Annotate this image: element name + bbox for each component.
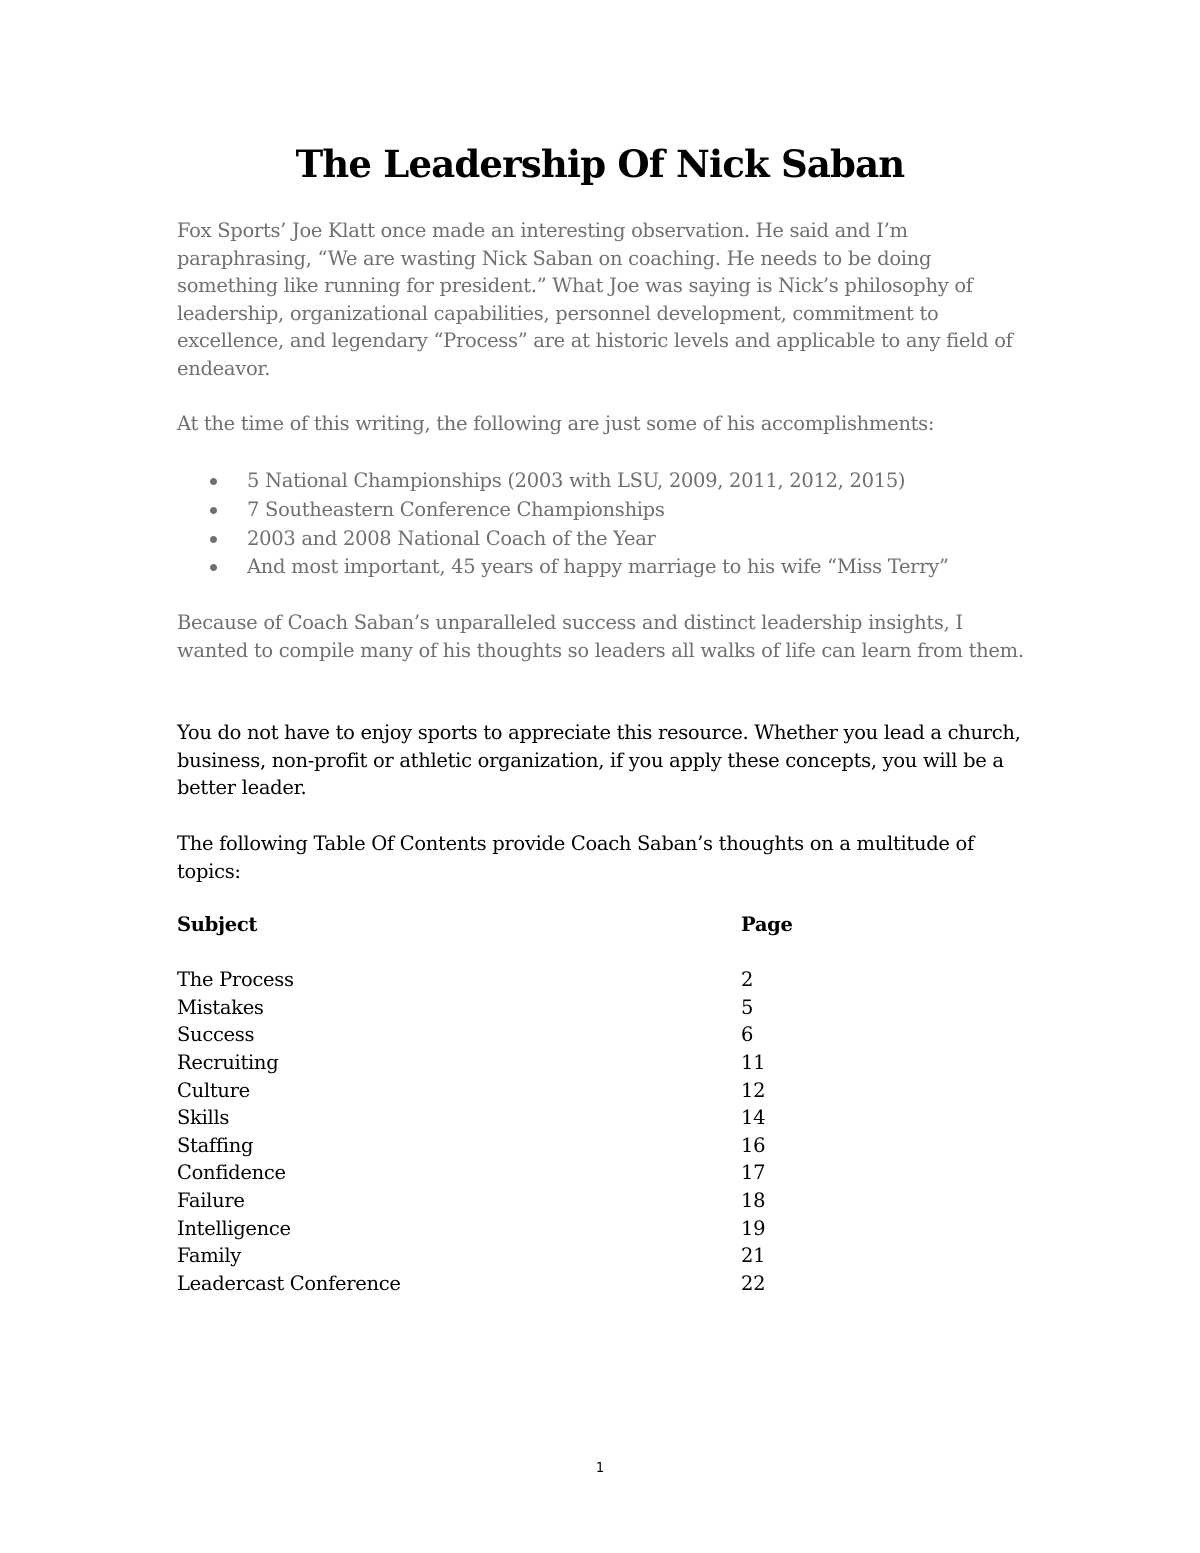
toc-subject: Skills <box>177 1106 230 1130</box>
purpose-paragraph: Because of Coach Saban’s unparalleled success and distinct leadership insights, I wanted to compile many of his thoughts so leaders all walks of life can learn from them. <box>177 611 1024 662</box>
toc-subject: Staffing <box>177 1133 254 1157</box>
table-row <box>177 994 877 1022</box>
toc-page-number: 18 <box>741 1188 766 1212</box>
table-row <box>177 1187 877 1215</box>
toc-page-number: 22 <box>741 1271 766 1295</box>
toc-subject: Intelligence <box>177 1216 291 1240</box>
toc-page-number: 5 <box>741 995 754 1019</box>
bullet-icon <box>210 507 217 514</box>
list-item <box>177 496 1027 525</box>
toc-header <box>177 911 877 939</box>
table-row <box>177 1242 877 1270</box>
table-row <box>177 1021 877 1049</box>
accomplishments-intro: At the time of this writing, the following are just some of his accomplishments: <box>177 412 935 435</box>
list-item <box>177 467 1027 496</box>
toc-subject: Failure <box>177 1188 245 1212</box>
table-row <box>177 1077 877 1105</box>
toc-page-number: 21 <box>741 1244 766 1268</box>
toc-subject: Leadercast Conference <box>177 1271 401 1295</box>
toc-page-number: 19 <box>741 1216 766 1240</box>
table-row <box>177 966 877 994</box>
toc-page-number: 12 <box>741 1078 766 1102</box>
intro-paragraph: Fox Sports’ Joe Klatt once made an interesting observation. He said and I’m paraphrasing, “We are wasting Nick Saban on coaching. He needs to be doing something like running for president.” What Joe was saying is Nick’s philosophy of leadership, organizational capabilities, personnel development, commitment to excellence, and legendary “Process” are at historic levels and applicable to any field of endeavor. <box>177 219 1013 380</box>
table-row <box>177 1132 877 1160</box>
toc-subject: Success <box>177 1023 255 1047</box>
list-item-text: 7 Southeastern Conference Championships <box>247 497 665 521</box>
bullet-icon <box>210 536 217 543</box>
bullet-icon <box>210 478 217 485</box>
toc-subject: Confidence <box>177 1161 286 1185</box>
list-item-text: 5 National Championships (2003 with LSU, 2009, 2011, 2012, 2015) <box>247 469 906 492</box>
toc-page-number: 2 <box>741 968 754 992</box>
audience-paragraph: You do not have to enjoy sports to appreciate this resource. Whether you lead a church, business, non-profit or athletic organization, if you apply these concepts, you will be a better leader. <box>177 721 1021 800</box>
table-row <box>177 1270 877 1298</box>
toc-page-number: 17 <box>741 1161 766 1185</box>
table-row <box>177 1215 877 1243</box>
toc-header-subject: Subject <box>177 913 258 936</box>
toc-page-number: 11 <box>741 1050 766 1074</box>
table-row <box>177 1049 877 1077</box>
toc-subject: Culture <box>177 1078 250 1102</box>
table-of-contents <box>177 911 877 1297</box>
list-item-text: And most important, 45 years of happy marriage to his wife “Miss Terry” <box>247 555 949 579</box>
toc-intro: The following Table Of Contents provide Coach Saban’s thoughts on a multitude of topics: <box>177 832 974 883</box>
list-item-text: 2003 and 2008 National Coach of the Year <box>247 526 656 550</box>
toc-header-page: Page <box>741 913 793 936</box>
toc-page-number: 16 <box>741 1133 766 1157</box>
toc-subject: Family <box>177 1244 242 1268</box>
page-number: 1 <box>595 1461 605 1476</box>
toc-subject: The Process <box>177 968 294 992</box>
toc-subject: Mistakes <box>177 995 264 1019</box>
list-item <box>177 553 1027 582</box>
table-row <box>177 1104 877 1132</box>
table-row <box>177 1159 877 1187</box>
list-item <box>177 525 1027 554</box>
toc-subject: Recruiting <box>177 1050 279 1074</box>
accomplishments-list <box>177 467 1027 582</box>
page-title: The Leadership Of Nick Saban <box>295 142 905 186</box>
toc-page-number: 6 <box>741 1023 754 1047</box>
bullet-icon <box>210 564 217 571</box>
toc-page-number: 14 <box>741 1106 766 1130</box>
